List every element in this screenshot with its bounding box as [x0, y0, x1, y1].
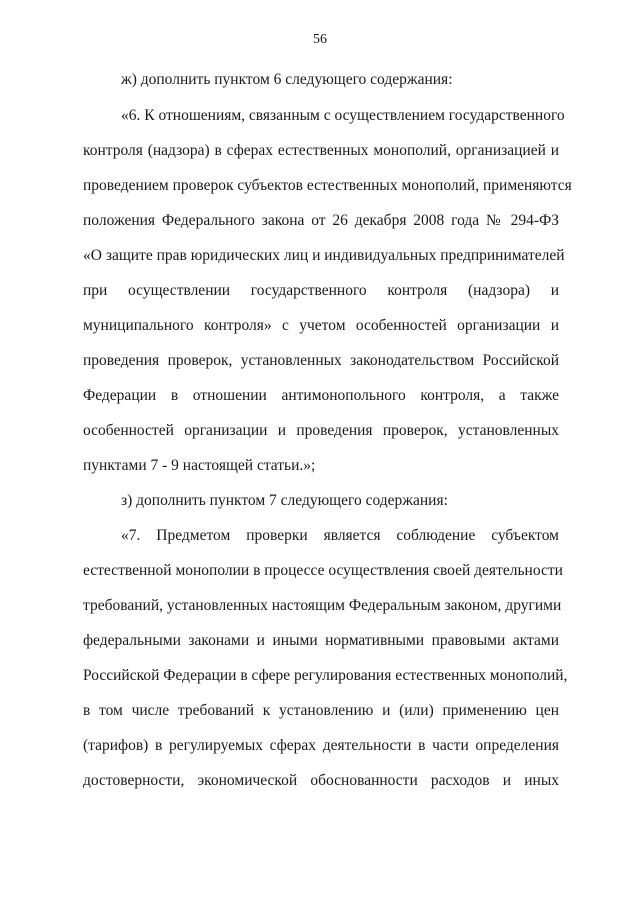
text-line-10: Федерации в отношении антимонопольного контроля, а также: [83, 387, 559, 404]
text-line-11: особенностей организации и проведения проверок, установленных: [83, 422, 559, 439]
text-line-1: ж) дополнить пунктом 6 следующего содержания:: [121, 71, 453, 88]
page-number: 56: [313, 32, 327, 47]
text-line-2: «6. К отношениям, связанным с осуществлением государственного: [121, 107, 565, 124]
text-line-9: проведения проверок, установленных законодательством Российской: [83, 352, 559, 369]
text-line-17: федеральными законами и иными нормативными правовыми актами: [83, 632, 559, 649]
text-line-13: з) дополнить пунктом 7 следующего содержания:: [121, 492, 448, 509]
text-line-15: естественной монополии в процессе осуществления своей деятельности: [83, 562, 563, 579]
text-line-3: контроля (надзора) в сферах естественных монополий, организацией и: [83, 142, 559, 159]
text-line-18: Российской Федерации в сфере регулирования естественных монополий,: [83, 667, 568, 684]
text-line-4: проведением проверок субъектов естественных монополий, применяются: [83, 177, 572, 194]
text-line-5: положения Федерального закона от 26 декабря 2008 года № 294-ФЗ: [83, 212, 559, 229]
text-line-20: (тарифов) в регулируемых сферах деятельности в части определения: [83, 737, 559, 754]
text-line-12: пунктами 7 - 9 настоящей статьи.»;: [83, 457, 316, 474]
text-line-19: в том числе требований к установлению и (или) применению цен: [83, 702, 559, 719]
text-line-7: при осуществлении государственного контроля (надзора) и: [83, 282, 559, 299]
text-line-21: достоверности, экономической обоснованности расходов и иных: [83, 772, 559, 789]
text-line-14: «7. Предметом проверки является соблюдение субъектом: [121, 527, 559, 544]
text-line-16: требований, установленных настоящим Федеральным законом, другими: [83, 597, 562, 614]
text-line-8: муниципального контроля» с учетом особенностей организации и: [83, 317, 559, 334]
text-line-6: «О защите прав юридических лиц и индивидуальных предпринимателей: [83, 247, 565, 264]
